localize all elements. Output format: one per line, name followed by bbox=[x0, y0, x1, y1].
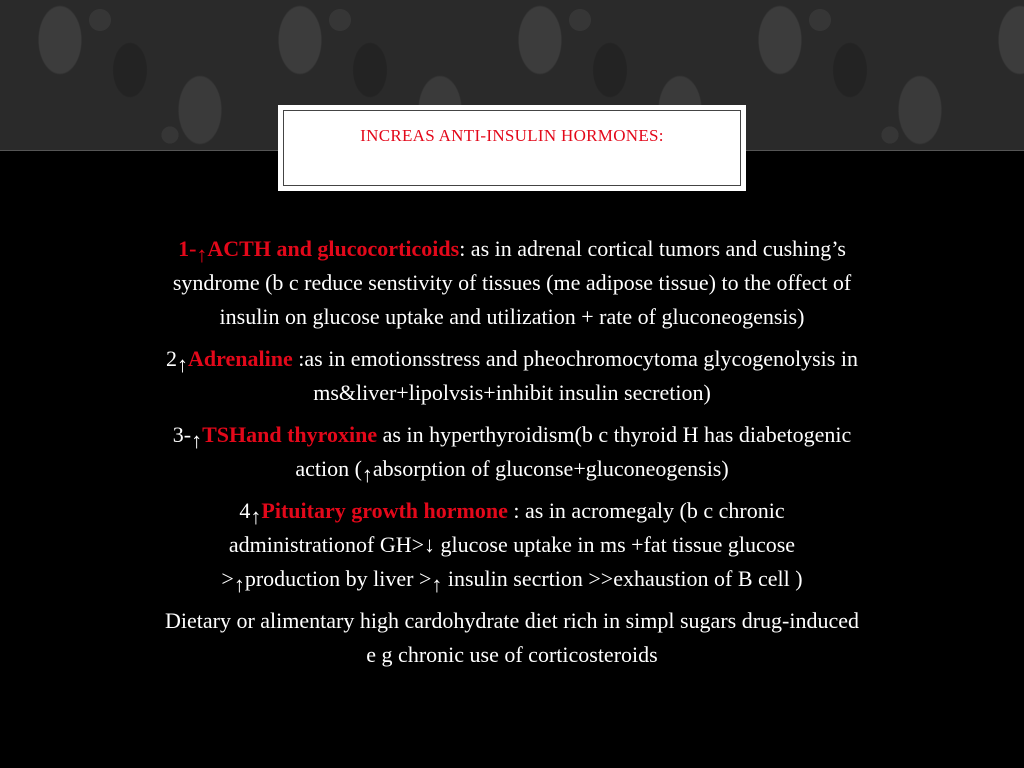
paragraph-text: absorption of gluconse+gluconeogensis) bbox=[372, 456, 729, 481]
paragraph-growth-hormone bbox=[40, 494, 984, 596]
paragraph-text: Dietary or alimentary high cardohydrate diet rich in simpl sugars drug-induced bbox=[164, 608, 859, 633]
item-number: 2 bbox=[166, 346, 178, 371]
paragraph-text: glucose uptake in ms +fat tissue glucose bbox=[435, 532, 796, 557]
paragraph-text: insulin secrtion >>exhaustion of B cell ) bbox=[442, 566, 803, 591]
up-arrow-icon: ↑ bbox=[431, 572, 443, 597]
hormone-name-cont: hyroxine bbox=[294, 422, 378, 447]
up-arrow-icon: ↑ bbox=[250, 504, 262, 529]
title-box-border bbox=[283, 110, 741, 186]
up-arrow-icon: ↑ bbox=[233, 572, 245, 597]
paragraph-text: :as in emotionsstress and pheochromocytoma glycogenolysis in bbox=[292, 346, 858, 371]
paragraph-text: insulin on glucose uptake and utilization + rate of gluconeogensis) bbox=[219, 304, 805, 329]
item-number: 4 bbox=[239, 498, 251, 523]
paragraph-text: ms&liver+lipolvsis+inhibit insulin secretion) bbox=[313, 380, 711, 405]
paragraph-text: > bbox=[221, 566, 234, 591]
slide-content bbox=[40, 232, 984, 680]
paragraph-dietary bbox=[40, 604, 984, 672]
paragraph-text: as in hyperthyroidism(b c thyroid H has diabetogenic bbox=[377, 422, 852, 447]
up-arrow-icon: ↑ bbox=[196, 242, 208, 267]
up-arrow-icon: ↑ bbox=[191, 428, 203, 453]
up-arrow-icon: ↑ bbox=[361, 462, 373, 487]
title-box bbox=[278, 105, 746, 191]
item-number: 1- bbox=[178, 236, 197, 261]
hormone-name: Adrenaline bbox=[188, 346, 293, 371]
slide-title: INCREAS ANTI-INSULIN HORMONES: bbox=[360, 126, 664, 145]
paragraph-thyroxine bbox=[40, 418, 984, 486]
paragraph-text: action ( bbox=[295, 456, 362, 481]
paragraph-text: : as in adrenal cortical tumors and cushing’s bbox=[459, 236, 846, 261]
paragraph-text: administrationof GH> bbox=[228, 532, 425, 557]
up-arrow-icon: ↑ bbox=[177, 352, 189, 377]
paragraph-text: syndrome (b c reduce senstivity of tissues (me adipose tissue) to the offect of bbox=[172, 270, 852, 295]
paragraph-text: e g chronic use of corticosteroids bbox=[366, 642, 658, 667]
paragraph-acth bbox=[40, 232, 984, 334]
hormone-name: ACTH and glucocorticoids bbox=[207, 236, 460, 261]
paragraph-text: production by liver > bbox=[244, 566, 432, 591]
down-arrow-icon: ↓ bbox=[424, 532, 436, 557]
paragraph-adrenaline bbox=[40, 342, 984, 410]
item-number: 3- bbox=[172, 422, 192, 447]
hormone-name: TSHand t bbox=[202, 422, 295, 447]
hormone-name: Pituitary growth hormone bbox=[261, 498, 508, 523]
paragraph-text: : as in acromegaly (b c chronic bbox=[507, 498, 785, 523]
